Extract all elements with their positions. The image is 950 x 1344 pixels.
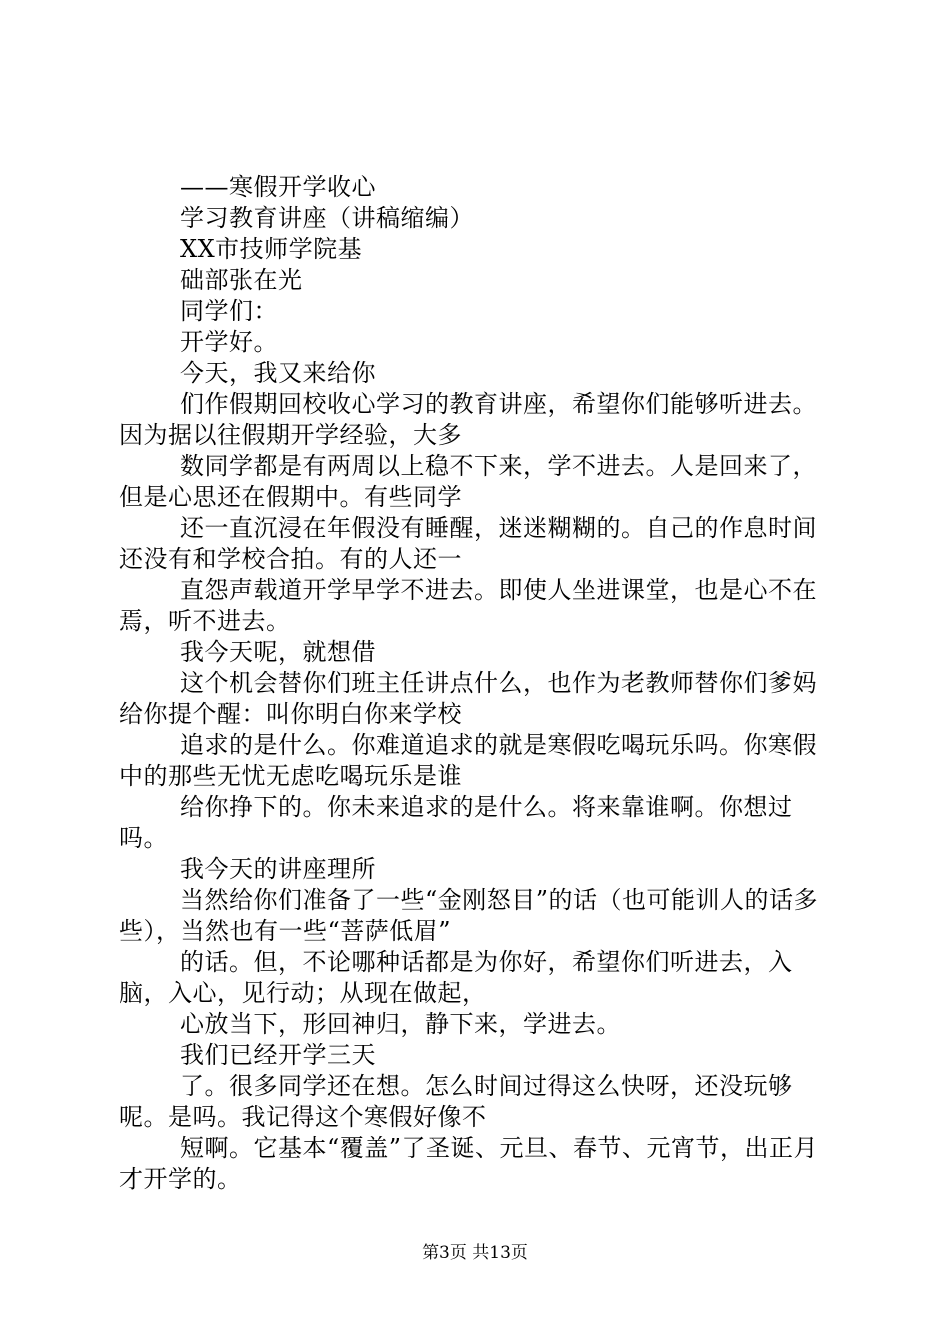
paragraph: 数同学都是有两周以上稳不下来，学不进去。人是回来了，但是心思还在假期中。有些同学 — [119, 452, 817, 511]
paragraph: 短啊。它基本“覆盖”了圣诞、元旦、春节、元宵节，出正月才开学的。 — [119, 1134, 819, 1193]
document-body — [119, 172, 835, 1195]
paragraph: 我们已经开学三天 — [180, 1041, 376, 1069]
paragraph: 当然给你们准备了一些“金刚怒目”的话（也可能训人的话多些），当然也有一些“菩萨低眉” — [119, 886, 819, 945]
paragraph: 这个机会替你们班主任讲点什么，也作为老教师替你们爹妈给你提个醒：叫你明白你来学校 — [119, 669, 817, 728]
page-footer: 第3页 共13页 — [422, 1243, 528, 1263]
author-line-1: XX市技师学院基 — [180, 235, 363, 263]
author-line-2: 础部张在光 — [180, 266, 303, 294]
paragraph: 我今天呢，就想借 — [180, 638, 376, 666]
salutation: 同学们： — [180, 297, 278, 325]
paragraph: 给你挣下的。你未来追求的是什么。将来靠谁啊。你想过吗。 — [119, 793, 793, 852]
paragraph: 追求的是什么。你难道追求的就是寒假吃喝玩乐吗。你寒假中的那些无忧无虑吃喝玩乐是谁 — [119, 731, 817, 790]
heading-line-2: 学习教育讲座（讲稿缩编） — [180, 204, 474, 232]
paragraph: 还一直沉浸在年假没有睡醒，迷迷糊糊的。自己的作息时间还没有和学校合拍。有的人还一 — [119, 514, 817, 573]
paragraph: 们作假期回校收心学习的教育讲座，希望你们能够听进去。因为据以往假期开学经验，大多 — [119, 390, 817, 449]
paragraph: 今天，我又来给你 — [180, 359, 376, 387]
paragraph: 了。很多同学还在想。怎么时间过得这么快呀，还没玩够呢。是吗。我记得这个寒假好像不 — [119, 1072, 793, 1131]
greeting: 开学好。 — [180, 328, 278, 356]
paragraph: 心放当下，形回神归，静下来，学进去。 — [180, 1010, 621, 1038]
paragraph: 直怨声载道开学早学不进去。即使人坐进课堂，也是心不在焉，听不进去。 — [119, 576, 817, 635]
paragraph: 我今天的讲座理所 — [180, 855, 376, 883]
paragraph: 的话。但，不论哪种话都是为你好，希望你们听进去，入脑，入心，见行动；从现在做起， — [119, 948, 793, 1007]
heading-line-1: ——寒假开学收心 — [180, 173, 376, 201]
